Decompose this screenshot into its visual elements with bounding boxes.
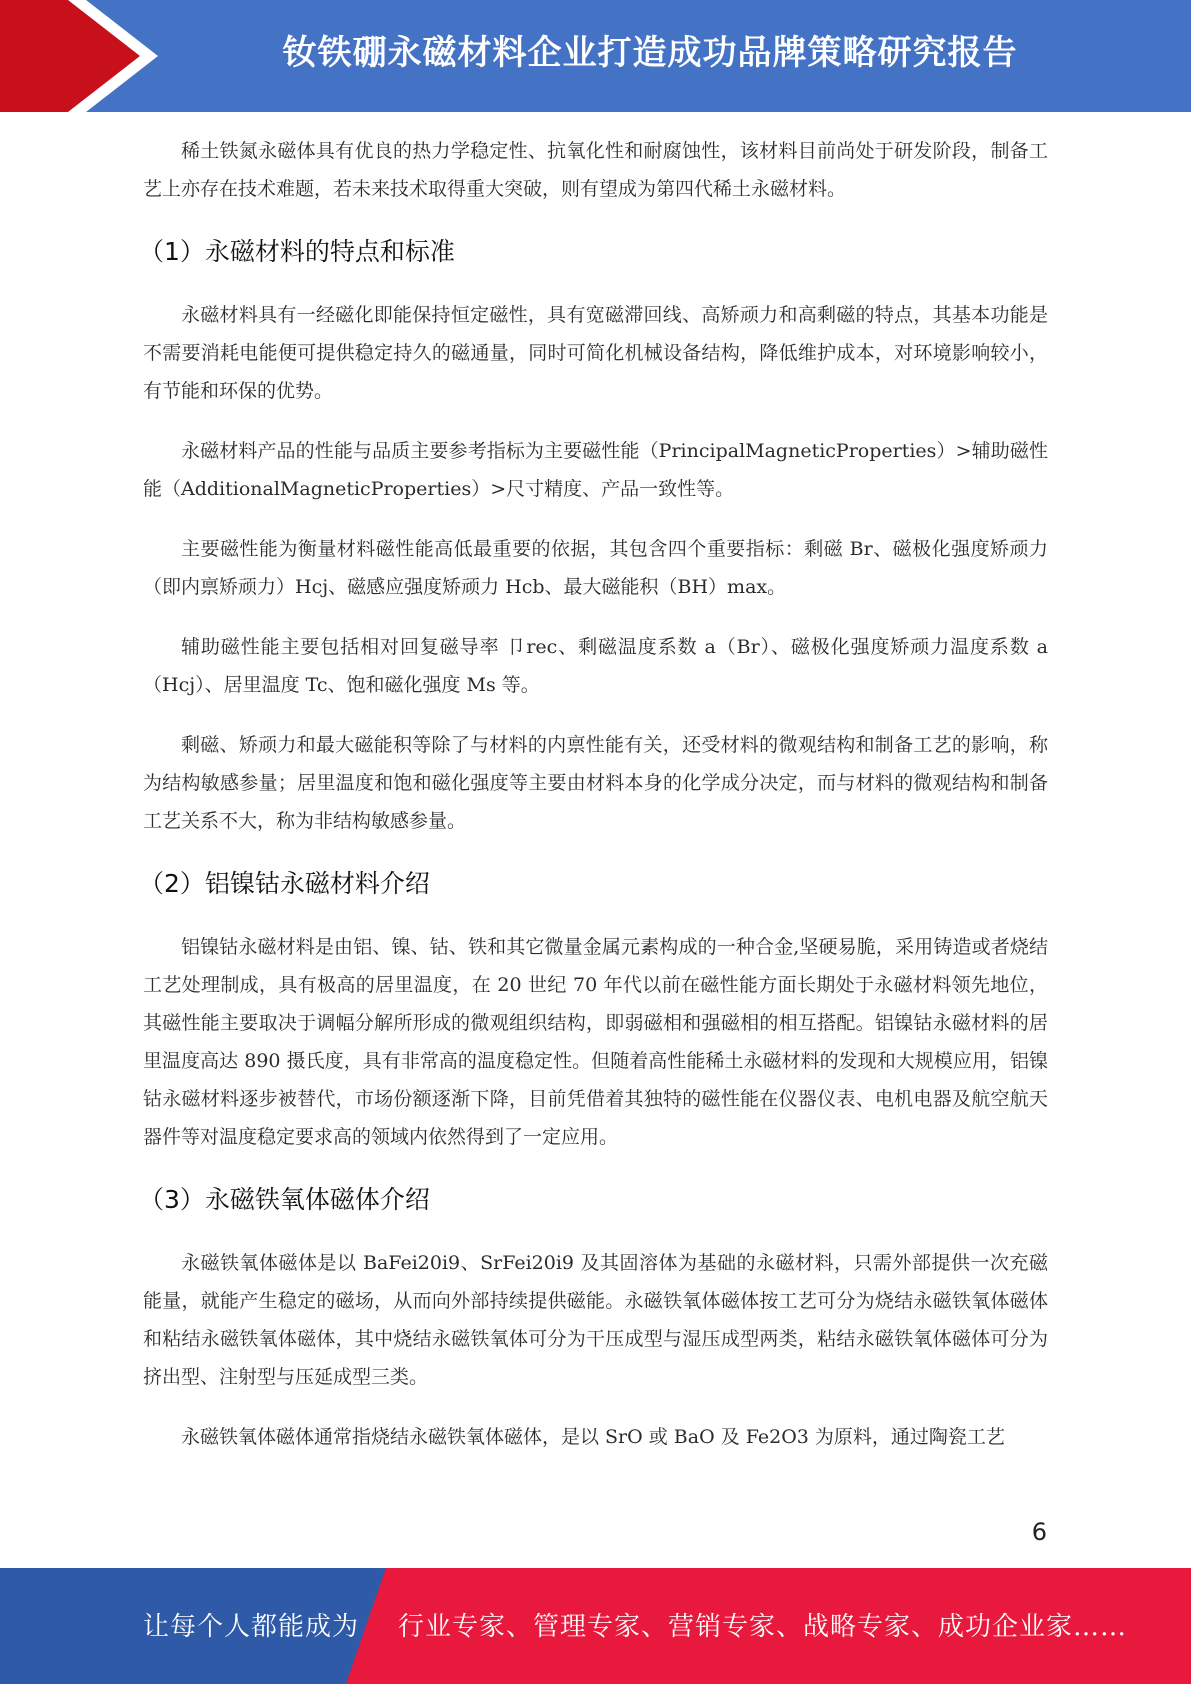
footer-slogan-left: 让每个人都能成为 [143, 1612, 360, 1642]
paragraph: 辅助磁性能主要包括相对回复磁导率 卩rec、剩磁温度系数 a（Br）、磁极化强度矫顽力温度系数 a（Hcj）、居里温度 Tc、饱和磁化强度 Ms 等。 [143, 636, 1048, 696]
section-heading: （3）永磁铁氧体磁体介绍 [139, 1185, 430, 1214]
paragraph: 主要磁性能为衡量材料磁性能高低最重要的依据，其包含四个重要指标：剩磁 Br、磁极化强度矫顽力（即内禀矫顽力）Hcj、磁感应强度矫顽力 Hcb、最大磁能积（BH）max。 [143, 538, 1048, 598]
document-body [139, 132, 1048, 1478]
paragraph: 永磁铁氧体磁体是以 BaFei20i9、SrFei20i9 及其固溶体为基础的永磁材料，只需外部提供一次充磁能量，就能产生稳定的磁场，从而向外部持续提供磁能。永磁铁氧体磁体按工艺可分为烧结永磁铁氧体磁体和粘结永磁铁氧体磁体，其中烧结永磁铁氧体可分为干压成型与湿压成型两类，粘结永磁铁氧体磁体可分为挤出型、注射型与压延成型三类。 [143, 1252, 1048, 1388]
paragraph: 铝镍钴永磁材料是由铝、镍、钴、铁和其它微量金属元素构成的一种合金,坚硬易脆，采用铸造或者烧结工艺处理制成，具有极高的居里温度，在 20 世纪 70 年代以前在磁性能方面长期处于永磁材料领先地位，其磁性能主要取决于调幅分解所形成的微观组织结构，即弱磁相和强磁相的相互搭配。铝镍钴永磁材料的居里温度高达 890 摄氏度，具有非常高的温度稳定性。但随着高性能稀土永磁材料的发现和大规模应用，铝镍钴永磁材料逐步被替代，市场份额逐渐下降，目前凭借着其独特的磁性能在仪器仪表、电机电器及航空航天器件等对温度稳定要求高的领域内依然得到了一定应用。 [143, 936, 1048, 1148]
footer-slogan-right: 行业专家、管理专家、营销专家、战略专家、成功企业家…… [398, 1612, 1128, 1642]
paragraph: 剩磁、矫顽力和最大磁能积等除了与材料的内禀性能有关，还受材料的微观结构和制备工艺的影响，称为结构敏感参量；居里温度和饱和磁化强度等主要由材料本身的化学成分决定，而与材料的微观结构和制备工艺关系不大，称为非结构敏感参量。 [143, 734, 1048, 832]
header-banner [0, 0, 1191, 112]
section-heading: （1）永磁材料的特点和标准 [139, 237, 455, 266]
paragraph: 永磁铁氧体磁体通常指烧结永磁铁氧体磁体，是以 SrO 或 BaO 及 Fe2O3 为原料，通过陶瓷工艺 [181, 1426, 1005, 1448]
report-title: 钕铁硼永磁材料企业打造成功品牌策略研究报告 [282, 33, 1018, 73]
page-number: 6 [1031, 1518, 1047, 1546]
paragraph: 永磁材料产品的性能与品质主要参考指标为主要磁性能（PrincipalMagneticProperties）>辅助磁性能（AdditionalMagneticProperties）>尺寸精度、产品一致性等。 [143, 440, 1048, 500]
footer-banner [0, 1568, 1191, 1684]
section-heading: （2）铝镍钴永磁材料介绍 [139, 869, 430, 898]
paragraph: 稀土铁氮永磁体具有优良的热力学稳定性、抗氧化性和耐腐蚀性，该材料目前尚处于研发阶段，制备工艺上亦存在技术难题，若未来技术取得重大突破，则有望成为第四代稀土永磁材料。 [143, 140, 1048, 200]
paragraph: 永磁材料具有一经磁化即能保持恒定磁性，具有宽磁滞回线、高矫顽力和高剩磁的特点，其基本功能是不需要消耗电能便可提供稳定持久的磁通量，同时可简化机械设备结构，降低维护成本，对环境影响较小，有节能和环保的优势。 [143, 304, 1048, 402]
